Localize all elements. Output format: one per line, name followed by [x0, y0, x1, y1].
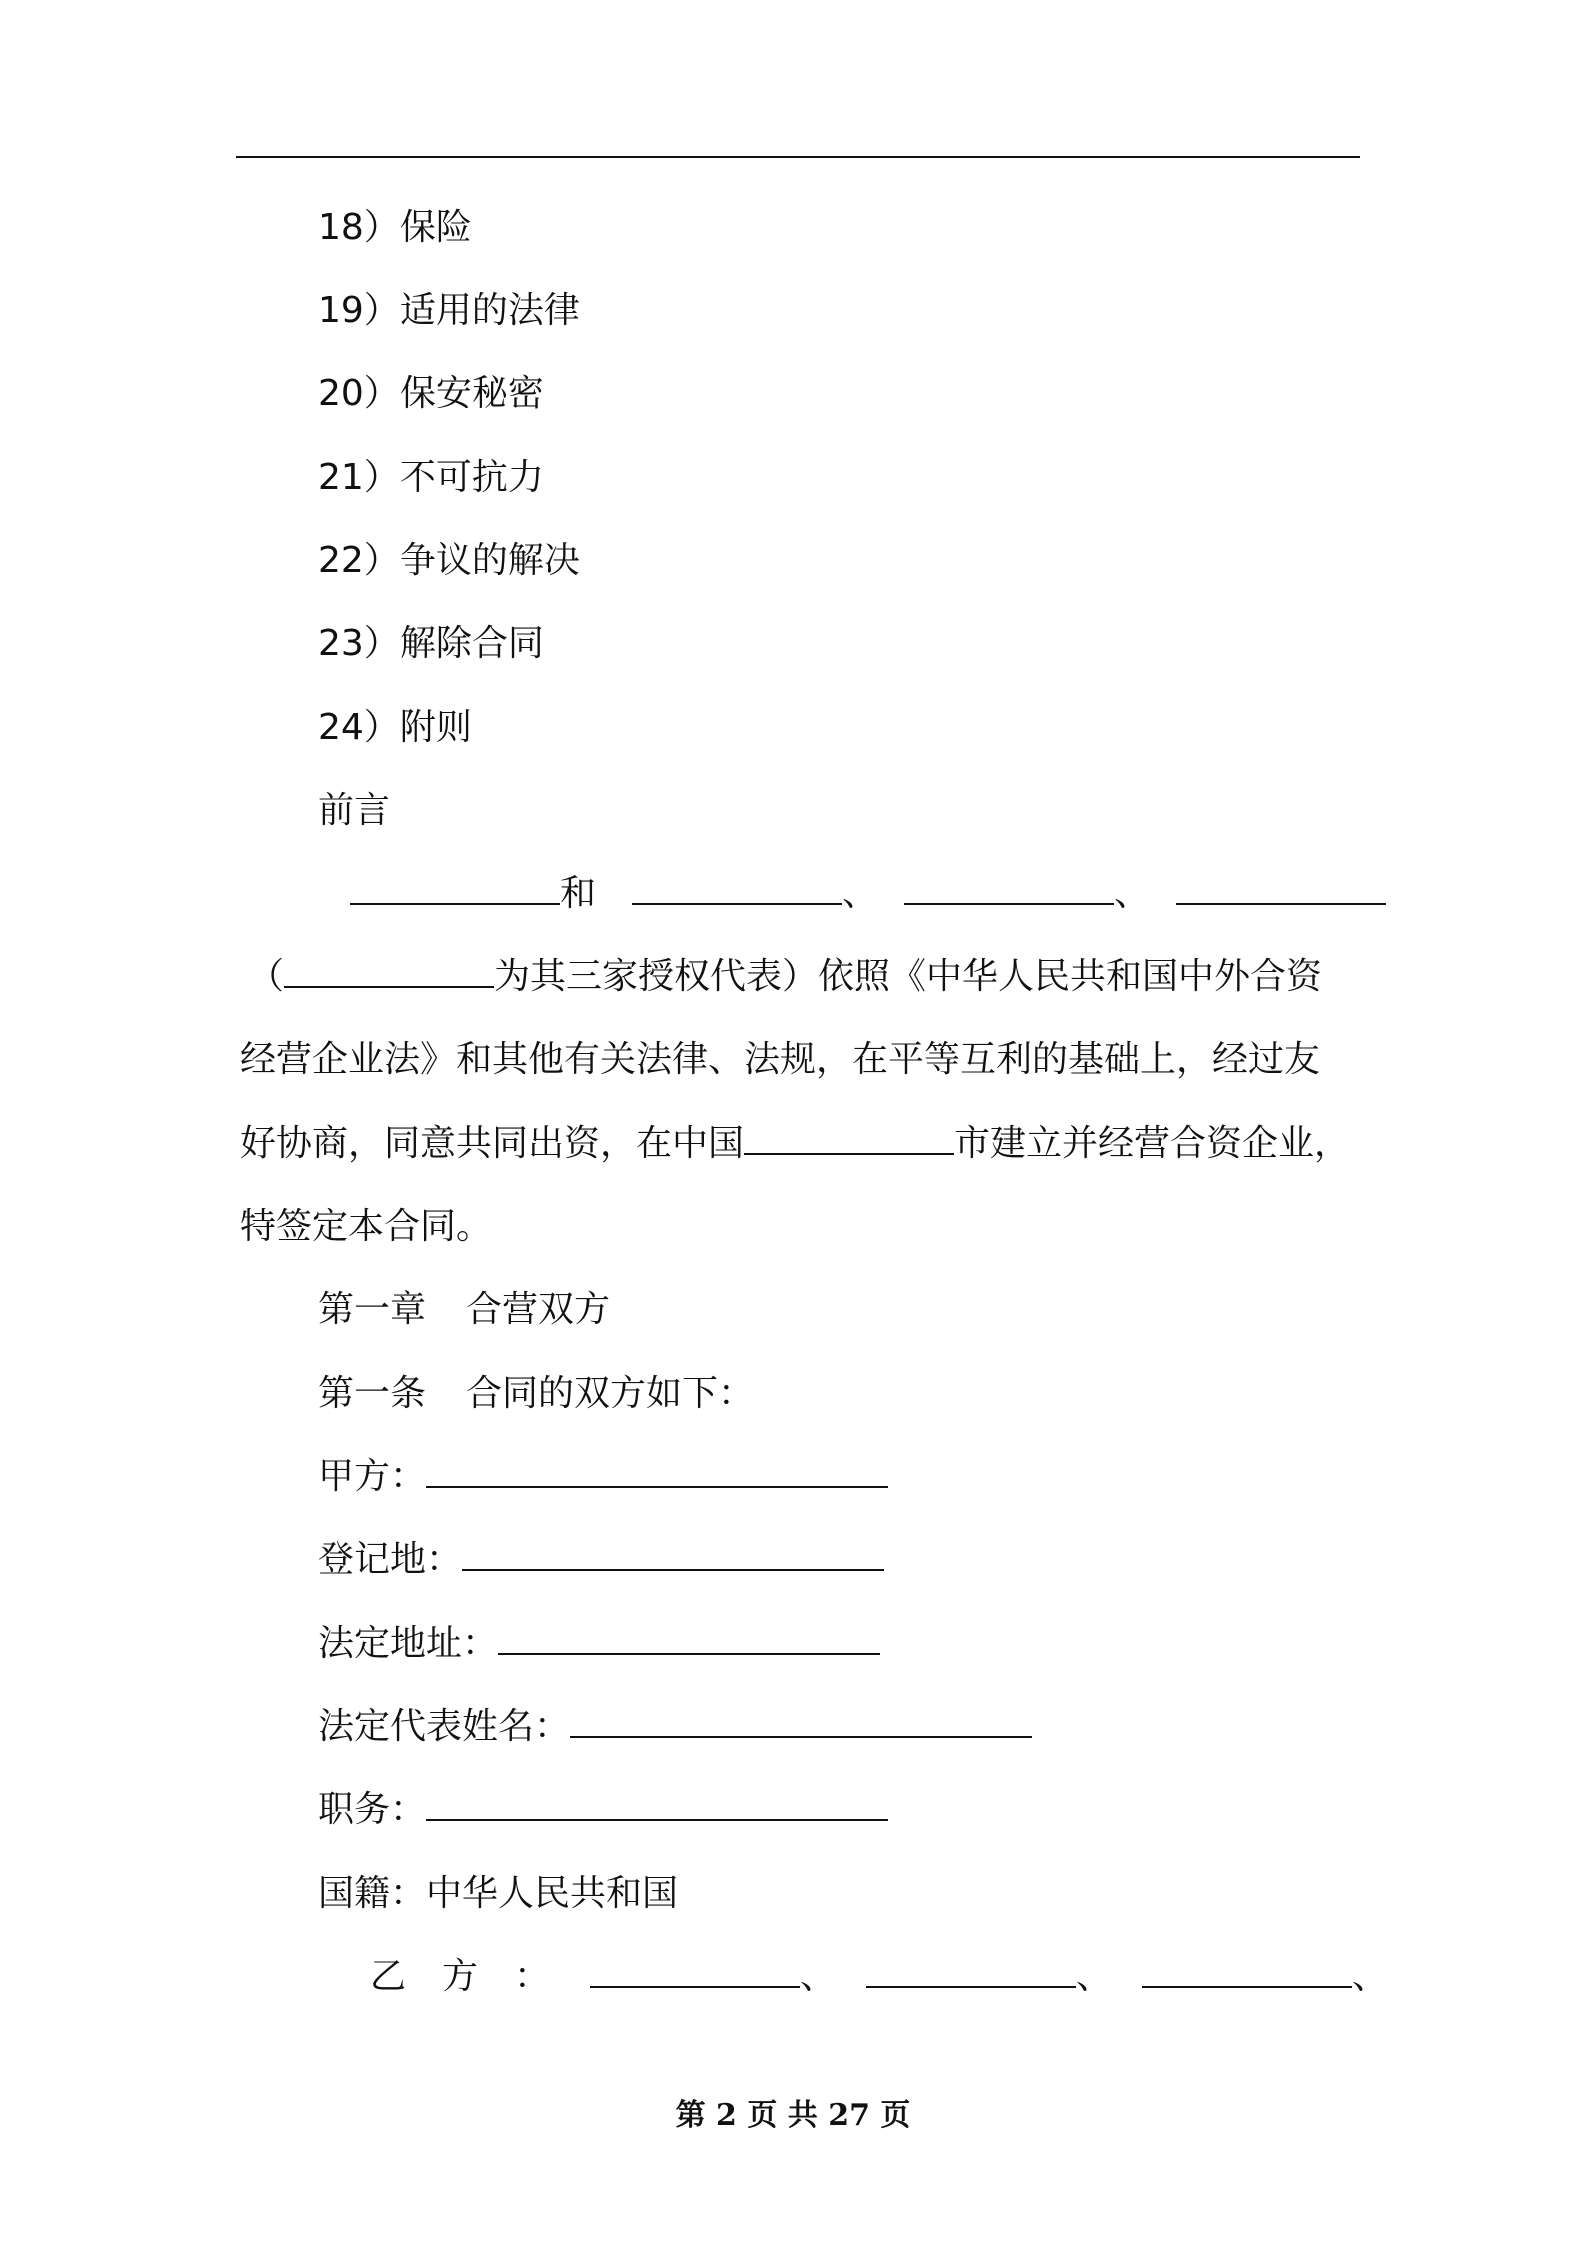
preface-and: 和 — [560, 873, 597, 914]
toc-item-number: 23） — [318, 623, 400, 664]
party-a-registration-row — [318, 1538, 884, 1582]
preface-paren: （ — [248, 956, 285, 997]
toc-item-text: 解除合同 — [399, 623, 544, 664]
article-heading — [318, 1372, 754, 1416]
party-a-address-row — [318, 1622, 880, 1666]
preface-title: 前言 — [318, 790, 391, 831]
party-a-name-label: 甲方： — [318, 1456, 427, 1497]
article-title: 合同的双方如下： — [466, 1373, 755, 1414]
party-a-registration-label: 登记地： — [318, 1539, 463, 1580]
preface-sep: 、 — [842, 873, 879, 914]
party-a-nationality-label: 国籍： — [318, 1873, 427, 1914]
header-rule — [236, 156, 1360, 158]
toc-item — [318, 289, 580, 333]
toc-item-text: 争议的解决 — [399, 540, 580, 581]
blank-field — [1176, 873, 1386, 905]
party-a-position-field[interactable] — [426, 1789, 888, 1821]
party-a-name-field[interactable] — [426, 1456, 888, 1488]
toc-item-number: 21） — [318, 457, 400, 498]
party-a-rep-row — [318, 1705, 1032, 1749]
preface-line-2 — [248, 955, 1322, 999]
party-a-nationality-row — [318, 1872, 678, 1916]
toc-item-number: 22） — [318, 540, 400, 581]
party-b-field[interactable] — [590, 1956, 800, 1988]
toc-item — [318, 706, 472, 750]
party-b-field[interactable] — [1142, 1956, 1352, 1988]
toc-item-text: 适用的法律 — [399, 290, 580, 331]
preface-text: 为其三家授权代表）依照《中华人民共和国中外合资 — [494, 956, 1323, 997]
chapter-title: 合营双方 — [466, 1289, 611, 1330]
toc-item — [318, 206, 472, 250]
toc-item-number: 20） — [318, 373, 400, 414]
chapter-heading — [318, 1288, 610, 1332]
toc-item-text: 不可抗力 — [399, 457, 544, 498]
toc-item-number: 19） — [318, 290, 400, 331]
party-a-address-label: 法定地址： — [318, 1623, 499, 1664]
toc-item-text: 保安秘密 — [399, 373, 544, 414]
party-a-position-row — [318, 1788, 888, 1832]
preface-text: 市建立并经营合资企业， — [954, 1123, 1351, 1164]
party-b-sep: 、 — [1076, 1956, 1113, 1997]
party-a-name-row — [318, 1455, 888, 1499]
toc-item-number: 24） — [318, 707, 400, 748]
blank-field — [350, 873, 560, 905]
toc-item-text: 附则 — [399, 707, 472, 748]
preface-sep: 、 — [1114, 873, 1151, 914]
party-a-position-label: 职务： — [318, 1789, 427, 1830]
blank-field — [284, 956, 494, 988]
party-b-sep: 、 — [800, 1956, 837, 1997]
party-a-rep-field[interactable] — [570, 1706, 1032, 1738]
preface-line-3: 经营企业法》和其他有关法律、法规，在平等互利的基础上，经过友 — [240, 1039, 1321, 1080]
party-b-field[interactable] — [866, 1956, 1076, 1988]
party-b-sep: 、 — [1352, 1956, 1389, 1997]
preface-text: 好协商，同意共同出资，在中国 — [240, 1123, 745, 1164]
toc-item-number: 18） — [318, 207, 400, 248]
toc-item-text: 保险 — [399, 207, 472, 248]
preface-line-5: 特签定本合同。 — [240, 1206, 493, 1247]
party-a-address-field[interactable] — [498, 1623, 880, 1655]
party-b-row — [370, 1955, 1388, 1999]
blank-field — [904, 873, 1114, 905]
party-a-rep-label: 法定代表姓名： — [318, 1706, 571, 1747]
party-a-registration-field[interactable] — [462, 1539, 884, 1571]
chapter-label: 第一章 — [318, 1289, 427, 1330]
preface-line-1 — [350, 872, 1386, 916]
blank-field — [632, 873, 842, 905]
blank-field — [744, 1123, 954, 1155]
party-b-label: 乙 方 ： — [370, 1956, 551, 1997]
article-label: 第一条 — [318, 1373, 427, 1414]
toc-item — [318, 372, 544, 416]
party-a-nationality-value: 中华人民共和国 — [426, 1873, 679, 1914]
toc-item — [318, 539, 580, 583]
preface-line-4 — [240, 1122, 1350, 1166]
toc-item — [318, 456, 544, 500]
toc-item — [318, 622, 544, 666]
page-number: 第 2 页 共 27 页 — [675, 2098, 911, 2133]
